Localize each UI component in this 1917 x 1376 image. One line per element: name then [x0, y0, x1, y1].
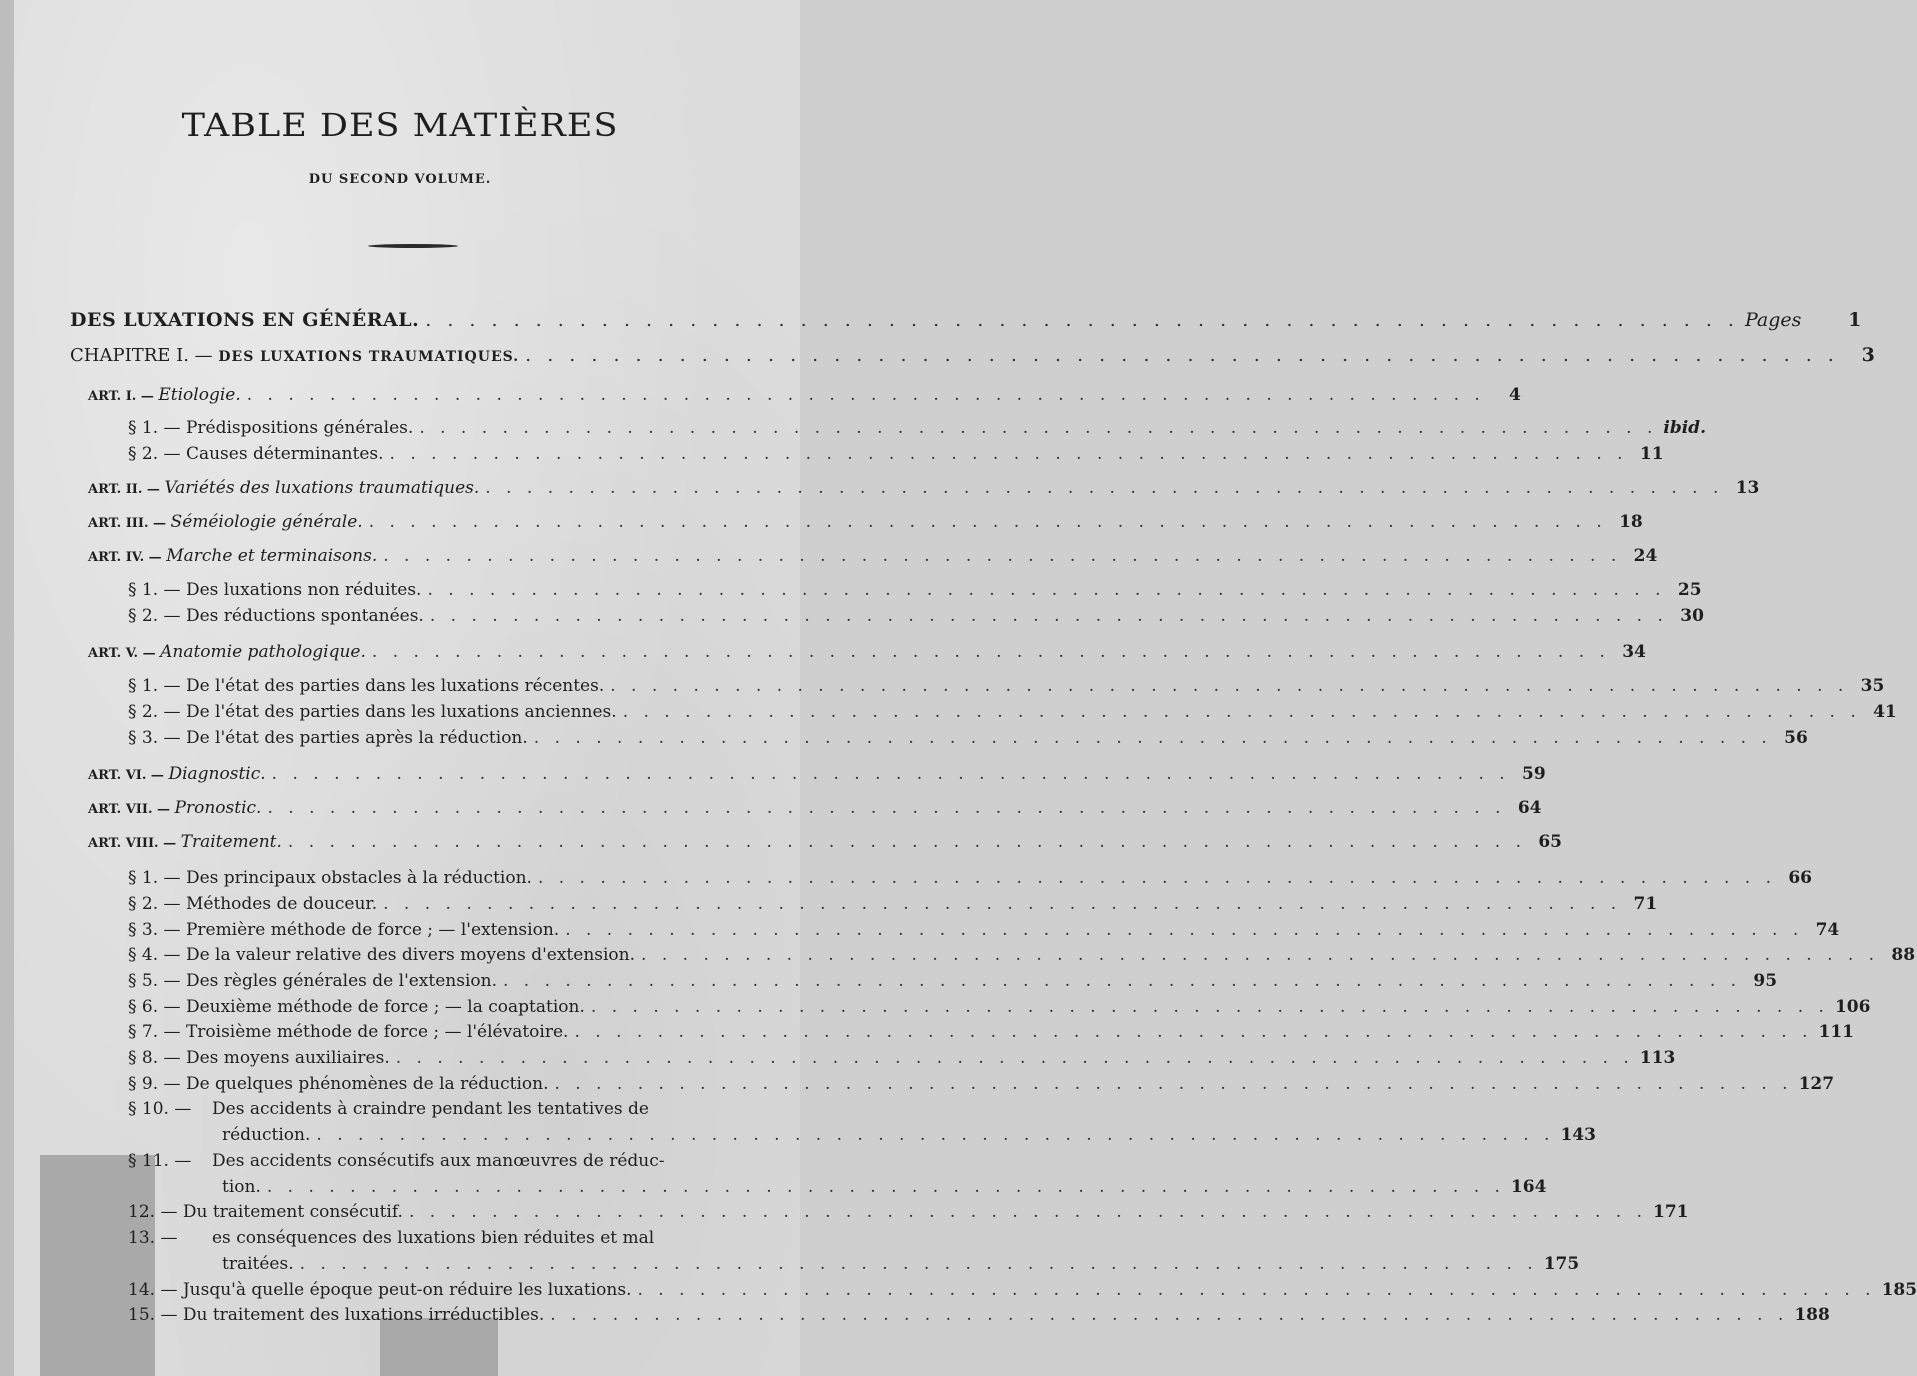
toc-entry-title: Du traitement consécutif.	[182, 1202, 403, 1222]
dot-leader: . . . . . . . . . . . . . . . . . . . . . . . . . . . . . . . . . . . . . . . . . . . . . . . . . . . . . . . . . . . .	[427, 580, 1666, 600]
dot-leader: . . . . . . . . . . . . . . . . . . . . . . . . . . . . . . . . . . . . . . . . . . . . . . . . . . . . . . . . . . . .	[383, 546, 1622, 566]
dot-leader: . . . . . . . . . . . . . . . . . . . . . . . . . . . . . . . . . . . . . . . . . . . . . . . . . . . . . . . . . . . .	[246, 385, 1485, 405]
page-number: 71	[1633, 894, 1658, 914]
toc-entry-title: De l'état des parties après la réduction.	[185, 728, 528, 748]
dot-leader: . . . . . . . . . . . . . . . . . . . . . . . . . . . . . . . . . . . . . . . . . . . . . . . . . . . . . . . . . . . .	[502, 971, 1742, 991]
page-number: 34	[1622, 642, 1646, 662]
page-number: 66	[1788, 868, 1812, 888]
page-title: TABLE DES MATIÈRES	[181, 107, 619, 145]
dot-leader: . . . . . . . . . . . . . . . . . . . . . . . . . . . . . . . . . . . . . . . . . . . . . . . . . . . . . . . . . . . .	[574, 1022, 1813, 1042]
page-number: 188	[1794, 1305, 1830, 1325]
dot-leader: . . . . . . . . . . . . . . . . . . . . . . . . . . . . . . . . . . . . . . . . . . . . . . . . . . . . . . . . . . . .	[316, 1125, 1555, 1145]
dot-leader: . . . . . . . . . . . . . . . . . . . . . . . . . . . . . . . . . . . . . . . . . . . . . . . . . . . . . . . . . . . .	[537, 868, 1776, 888]
toc-entry-title: Des règles générales de l'extension.	[185, 971, 497, 991]
toc-entry-prefix: § 4. —	[128, 945, 186, 965]
toc-entry-title: Traitement.	[180, 832, 282, 852]
dot-leader: . . . . . . . . . . . . . . . . . . . . . . . . . . . . . . . . . . . . . . . . . . . . . . . . . . . . . . . . . . . .	[425, 309, 1739, 331]
toc-entry-title: DES LUXATIONS TRAUMATIQUES.	[218, 349, 520, 365]
toc-entry-title: DES LUXATIONS EN GÉNÉRAL.	[70, 309, 420, 331]
toc-entry-a8s10a	[128, 1099, 756, 1119]
toc-entry-title: Troisième méthode de force ; — l'élévatoire.	[185, 1022, 569, 1042]
toc-entry-title: es conséquences des luxations bien réduites et mal	[212, 1228, 655, 1248]
toc-entry-a8s4	[128, 945, 1916, 965]
toc-entry-prefix: § 2. —	[128, 702, 186, 722]
toc-entry-gen	[70, 309, 1862, 331]
toc-entry-prefix: 14. —	[128, 1280, 183, 1300]
dot-leader: . . . . . . . . . . . . . . . . . . . . . . . . . . . . . . . . . . . . . . . . . . . . . . . . . . . . . . . . . . . .	[550, 1305, 1789, 1325]
toc-entry-prefix: 13. —	[128, 1228, 183, 1248]
toc-entry-prefix: ART. IV. —	[88, 550, 167, 565]
toc-entry-a5s2	[128, 702, 1897, 722]
page-number: 171	[1653, 1202, 1689, 1222]
toc-entry-title: traitées.	[222, 1254, 294, 1274]
dot-leader: . . . . . . . . . . . . . . . . . . . . . . . . . . . . . . . . . . . . . . . . . . . . . . . . . . . . . . . . . . . .	[287, 832, 1526, 852]
dot-leader: . . . . . . . . . . . . . . . . . . . . . . . . . . . . . . . . . . . . . . . . . . . . . . . . . . . . . . . . . . . .	[622, 702, 1861, 722]
page-number: 74	[1815, 920, 1840, 940]
page-subtitle: DU SECOND VOLUME.	[308, 172, 492, 187]
page-number: 106	[1834, 997, 1871, 1017]
dot-leader: . . . . . . . . . . . . . . . . . . . . . . . . . . . . . . . . . . . . . . . . . . . . . . . . . . . . . . . . . . . .	[533, 728, 1772, 748]
toc-entry-prefix: ART. VI. —	[88, 768, 169, 783]
toc-entry-a2	[88, 478, 1760, 498]
toc-entry-a8	[88, 832, 1562, 852]
dot-leader: . . . . . . . . . . . . . . . . . . . . . . . . . . . . . . . . . . . . . . . . . . . . . . . . . . . . . . . . . . . .	[554, 1074, 1793, 1094]
page-number: ibid.	[1663, 418, 1706, 438]
dot-leader: . . . . . . . . . . . . . . . . . . . . . . . . . . . . . . . . . . . . . . . . . . . . . . . . . . . . . . . . . . . .	[429, 606, 1668, 626]
toc-entry-a1s1	[128, 418, 1706, 438]
page-number: 11	[1639, 444, 1664, 464]
dot-leader: . . . . . . . . . . . . . . . . . . . . . . . . . . . . . . . . . . . . . . . . . . . . . . . . . . . . . . . . . . . .	[383, 894, 1622, 914]
toc-entry-a8s6	[128, 997, 1871, 1017]
torn-paper-patch	[40, 1155, 155, 1376]
dot-leader: . . . . . . . . . . . . . . . . . . . . . . . . . . . . . . . . . . . . . . . . . . . . . . . . . . . . . . . . . . . .	[641, 945, 1880, 965]
toc-entry-title: Pronostic.	[174, 798, 262, 818]
toc-entry-a4s1	[128, 580, 1702, 600]
dot-leader: . . . . . . . . . . . . . . . . . . . . . . . . . . . . . . . . . . . . . . . . . . . . . . . . . . . . . . . . . . . .	[266, 1177, 1505, 1197]
toc-entry-title: De l'état des parties dans les luxations anciennes.	[185, 702, 617, 722]
toc-entry-a8s14	[128, 1280, 1917, 1300]
toc-entry-a3	[88, 512, 1643, 532]
page-number: 113	[1639, 1048, 1676, 1068]
toc-entry-a8s5	[128, 971, 1778, 991]
toc-entry-title: Des réductions spontanées.	[185, 606, 424, 626]
toc-entry-prefix: § 2. —	[128, 894, 186, 914]
page-number: 111	[1818, 1022, 1855, 1042]
toc-entry-a8s11b	[222, 1177, 1547, 1197]
page-number: 41	[1873, 702, 1897, 722]
toc-entry-a8s8	[128, 1048, 1676, 1068]
toc-entry-prefix: § 2. —	[128, 444, 186, 464]
toc-entry-prefix: § 1. —	[128, 868, 186, 888]
toc-entry-a8s1	[128, 868, 1812, 888]
toc-entry-prefix: § 3. —	[128, 728, 186, 748]
toc-entry-a8s11a	[128, 1151, 756, 1171]
toc-entry-prefix: ART. II. —	[88, 482, 165, 497]
toc-entry-a8s13b	[222, 1254, 1580, 1274]
toc-entry-prefix: § 2. —	[128, 606, 186, 626]
dot-leader: . . . . . . . . . . . . . . . . . . . . . . . . . . . . . . . . . . . . . . . . . . . . . . . . . . . . . . . . . . . .	[525, 344, 1839, 366]
toc-entry-prefix: § 8. —	[128, 1048, 186, 1068]
toc-entry-a8s13a	[128, 1228, 756, 1248]
page-number: 18	[1619, 512, 1643, 532]
toc-entry-prefix: § 1. —	[128, 580, 186, 600]
toc-entry-title: Méthodes de douceur.	[185, 894, 378, 914]
toc-entry-prefix: ART. VII. —	[88, 802, 175, 817]
toc-entry-prefix: § 5. —	[128, 971, 186, 991]
toc-entry-title: Des accidents à craindre pendant les tentatives de	[212, 1099, 649, 1119]
page-number: 1	[1848, 309, 1862, 331]
toc-entry-prefix: ART. III. —	[88, 516, 171, 531]
page-number: 164	[1510, 1177, 1547, 1197]
toc-entry-title: Jusqu'à quelle époque peut-on réduire les luxations.	[182, 1280, 632, 1300]
toc-entry-a5	[88, 642, 1646, 662]
pages-column-label: Pages	[1744, 309, 1802, 331]
toc-entry-title: Diagnostic.	[168, 764, 266, 784]
page-number: 13	[1735, 478, 1760, 498]
toc-entry-prefix: § 3. —	[128, 920, 186, 940]
page-number: 143	[1560, 1125, 1596, 1145]
toc-entry-a4	[88, 546, 1658, 566]
toc-entry-title: De la valeur relative des divers moyens d'extension.	[185, 945, 636, 965]
toc-entry-title: Etiologie.	[158, 385, 241, 405]
toc-entry-title: Du traitement des luxations irréductibles.	[182, 1305, 545, 1325]
toc-entry-prefix: 15. —	[128, 1305, 183, 1325]
toc-entry-a8s2	[128, 894, 1658, 914]
page-number: 35	[1860, 676, 1885, 696]
page-number: 65	[1538, 832, 1562, 852]
decorative-rule	[368, 244, 458, 248]
page-number: 25	[1677, 580, 1702, 600]
dot-leader: . . . . . . . . . . . . . . . . . . . . . . . . . . . . . . . . . . . . . . . . . . . . . . . . . . . . . . . . . . . .	[565, 920, 1804, 940]
toc-entry-prefix: CHAPITRE I. —	[70, 345, 219, 366]
dot-leader: . . . . . . . . . . . . . . . . . . . . . . . . . . . . . . . . . . . . . . . . . . . . . . . . . . . . . . . . . . . .	[368, 512, 1607, 532]
page-number: 56	[1784, 728, 1808, 748]
toc-entry-title: Deuxième méthode de force ; — la coaptation.	[185, 997, 585, 1017]
toc-entry-title: Prédispositions générales.	[185, 418, 414, 438]
toc-entry-title: Des accidents consécutifs aux manœuvres de réduc-	[212, 1151, 665, 1171]
toc-entry-a8s9	[128, 1074, 1835, 1094]
toc-entry-title: réduction.	[222, 1125, 311, 1145]
torn-paper-patch	[380, 1318, 498, 1376]
toc-entry-ch1	[70, 344, 1875, 366]
toc-entry-prefix: § 1. —	[128, 418, 186, 438]
toc-entry-prefix: ART. I. —	[88, 389, 159, 404]
toc-entry-title: Des luxations non réduites.	[185, 580, 422, 600]
toc-entry-a7	[88, 798, 1542, 818]
toc-entry-title: tion.	[222, 1177, 261, 1197]
toc-entry-a1	[88, 385, 1521, 405]
toc-entry-a8s15	[128, 1305, 1830, 1325]
dot-leader: . . . . . . . . . . . . . . . . . . . . . . . . . . . . . . . . . . . . . . . . . . . . . . . . . . . . . . . . . . . .	[408, 1202, 1647, 1222]
dot-leader: . . . . . . . . . . . . . . . . . . . . . . . . . . . . . . . . . . . . . . . . . . . . . . . . . . . . . . . . . . . .	[590, 997, 1829, 1017]
dot-leader: . . . . . . . . . . . . . . . . . . . . . . . . . . . . . . . . . . . . . . . . . . . . . . . . . . . . . . . . . . . .	[267, 798, 1506, 818]
dot-leader: . . . . . . . . . . . . . . . . . . . . . . . . . . . . . . . . . . . . . . . . . . . . . . . . . . . . . . . . . . . .	[637, 1280, 1876, 1300]
toc-entry-a4s2	[128, 606, 1704, 626]
toc-entry-title: Causes déterminantes.	[185, 444, 384, 464]
toc-entry-prefix: ART. V. —	[88, 646, 161, 661]
page-number: 88	[1891, 945, 1916, 965]
toc-entry-title: Séméiologie générale.	[170, 512, 363, 532]
dot-leader: . . . . . . . . . . . . . . . . . . . . . . . . . . . . . . . . . . . . . . . . . . . . . . . . . . . . . . . . . . . .	[485, 478, 1724, 498]
toc-entry-a5s1	[128, 676, 1885, 696]
dot-leader: . . . . . . . . . . . . . . . . . . . . . . . . . . . . . . . . . . . . . . . . . . . . . . . . . . . . . . . . . . . .	[610, 676, 1849, 696]
toc-entry-a6	[88, 764, 1546, 784]
toc-entry-title: Des principaux obstacles à la réduction.	[185, 868, 532, 888]
toc-entry-title: Variétés des luxations traumatiques.	[164, 478, 480, 498]
toc-entry-title: De l'état des parties dans les luxations récentes.	[185, 676, 605, 696]
scan-margin	[0, 0, 14, 1376]
page-number: 4	[1508, 385, 1521, 405]
toc-entry-title: Des moyens auxiliaires.	[185, 1048, 390, 1068]
page-number: 24	[1633, 546, 1658, 566]
toc-entry-a8s12	[128, 1202, 1689, 1222]
page-number: 64	[1517, 798, 1542, 818]
toc-entry-title: Première méthode de force ; — l'extension.	[185, 920, 560, 940]
toc-entry-a8s7	[128, 1022, 1855, 1042]
toc-entry-a8s10b	[222, 1125, 1596, 1145]
page-number: 59	[1522, 764, 1546, 784]
dot-leader: . . . . . . . . . . . . . . . . . . . . . . . . . . . . . . . . . . . . . . . . . . . . . . . . . . . . . . . . . . . .	[371, 642, 1610, 662]
page-number: 127	[1798, 1074, 1835, 1094]
toc-entry-prefix: 12. —	[128, 1202, 183, 1222]
toc-entry-prefix: § 7. —	[128, 1022, 186, 1042]
toc-entry-prefix: ART. VIII. —	[88, 836, 181, 851]
page-number: 3	[1861, 344, 1875, 366]
toc-entry-title: De quelques phénomènes de la réduction.	[185, 1074, 549, 1094]
toc-entry-prefix: § 11. —	[128, 1151, 197, 1171]
dot-leader: . . . . . . . . . . . . . . . . . . . . . . . . . . . . . . . . . . . . . . . . . . . . . . . . . . . . . . . . . . . .	[389, 444, 1628, 464]
toc-entry-title: Marche et terminaisons.	[166, 546, 378, 566]
toc-entry-a5s3	[128, 728, 1808, 748]
dot-leader: . . . . . . . . . . . . . . . . . . . . . . . . . . . . . . . . . . . . . . . . . . . . . . . . . . . . . . . . . . . .	[271, 764, 1510, 784]
dot-leader: . . . . . . . . . . . . . . . . . . . . . . . . . . . . . . . . . . . . . . . . . . . . . . . . . . . . . . . . . . . .	[419, 418, 1658, 438]
toc-entry-title: Anatomie pathologique.	[160, 642, 366, 662]
toc-entry-prefix: § 9. —	[128, 1074, 186, 1094]
toc-entry-a8s3	[128, 920, 1840, 940]
dot-leader: . . . . . . . . . . . . . . . . . . . . . . . . . . . . . . . . . . . . . . . . . . . . . . . . . . . . . . . . . . . .	[395, 1048, 1634, 1068]
page-number: 175	[1543, 1254, 1580, 1274]
dot-leader: . . . . . . . . . . . . . . . . . . . . . . . . . . . . . . . . . . . . . . . . . . . . . . . . . . . . . . . . . . . .	[299, 1254, 1538, 1274]
toc-entry-prefix: § 10. —	[128, 1099, 197, 1119]
page-number: 95	[1753, 971, 1778, 991]
toc-entry-prefix: § 1. —	[128, 676, 186, 696]
toc-entry-a1s2	[128, 444, 1664, 464]
page-number: 30	[1680, 606, 1704, 626]
page-number: 185	[1881, 1280, 1917, 1300]
toc-entry-prefix: § 6. —	[128, 997, 186, 1017]
